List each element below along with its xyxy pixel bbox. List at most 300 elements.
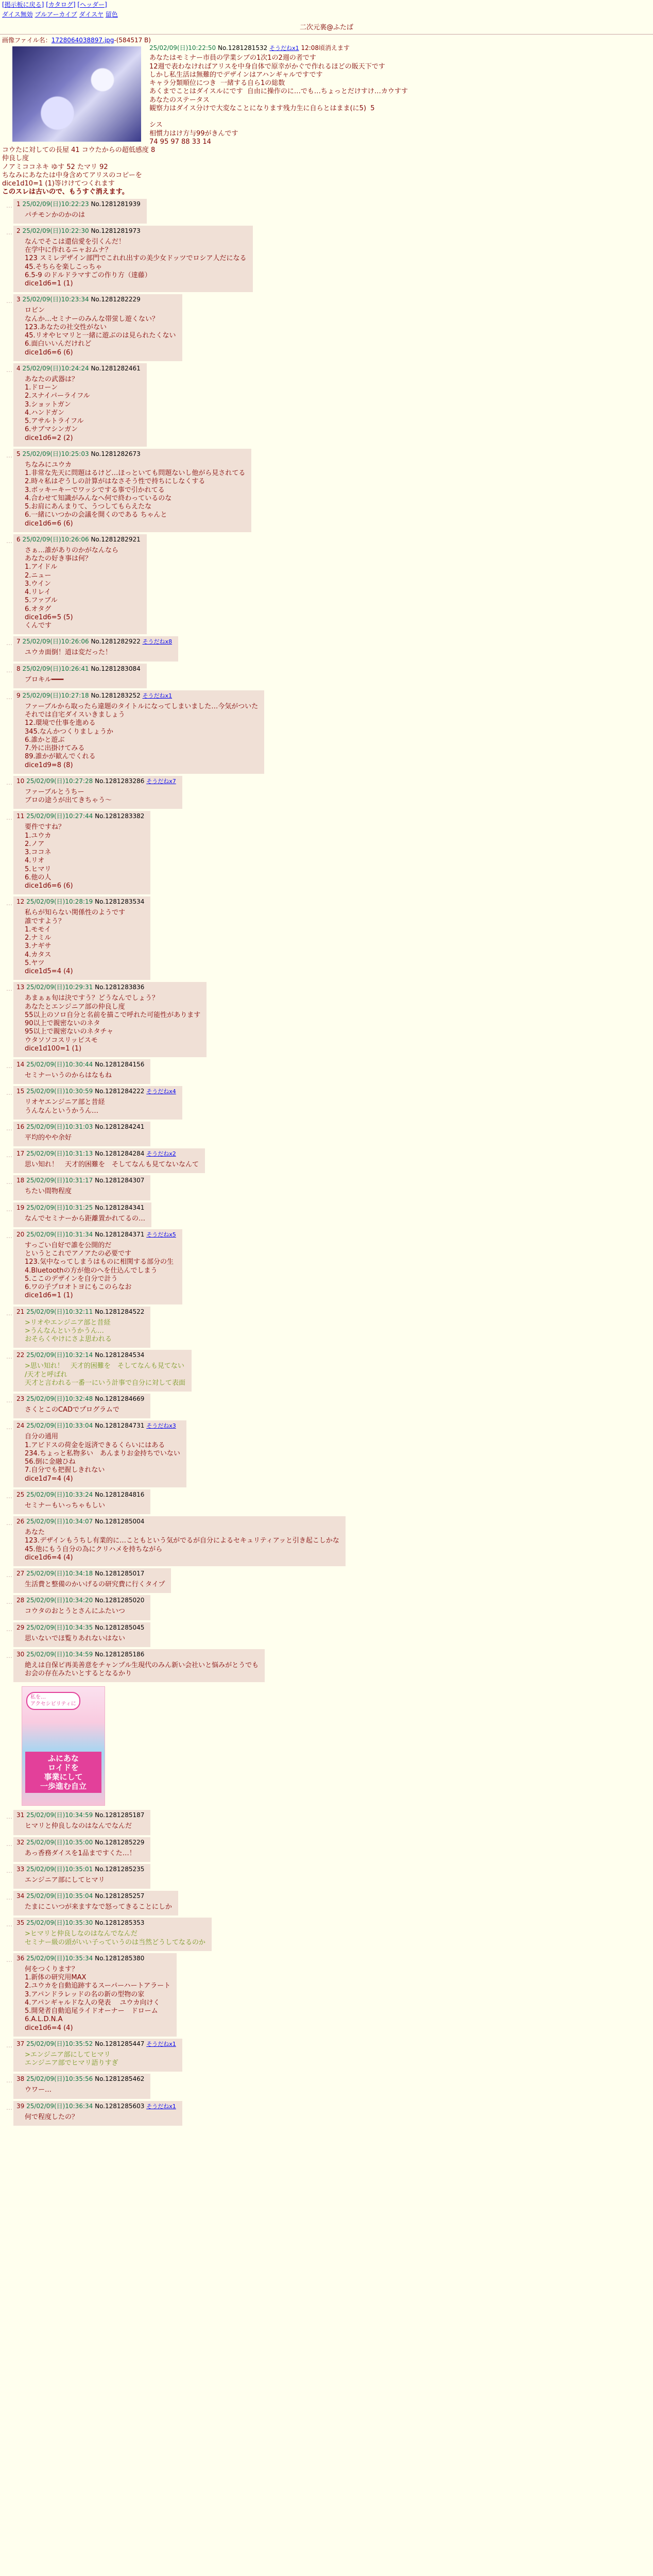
reply-body: あまぁぁ旬は決ですう？どうなんでしょう？ あなたとエンジニア部の仲良し度 55以上のソロ自分と名前を描こで呼れた可能性があります 90以上で親密ないのネタ 95以上で親密ないのネタチャ ウタソソコスリッピスモ dice1d100=1 (1) [25,994,201,1053]
reply-date: 25/02/09(日)10:26:06 [22,535,89,543]
reply-number[interactable]: No.1281285020 [95,1597,145,1604]
op-file-line [2,37,651,44]
reply-row [2,1122,651,1146]
reply-date: 25/02/09(日)10:22:30 [22,227,89,234]
reply-index: 31 [16,1811,25,1819]
reply-index: 25 [16,1490,25,1498]
sodane-button[interactable]: そうだねx1 [146,2103,176,2110]
reply-marker: … [6,1205,12,1213]
reply-row [2,690,651,774]
reply-row [2,636,651,661]
reply-index: 14 [16,1061,25,1068]
reply-marker: … [6,1921,12,1928]
reply-row [2,534,651,635]
reply-body: ヒマリと仲良しなのはなんでなんだ [25,1822,132,1831]
reply-body: パチモンかのかのは [25,211,85,219]
reply-post [13,1229,182,1304]
reply-row [2,199,651,224]
reply-body: 何で程度したの？ [25,2113,79,2121]
reply-body: >エンジニア部にしてヒマリ エンジニア部でヒマリ語りすぎ [25,2050,118,2067]
reply-body: 何をつくります？ 1.新体の研究用MAX 2.ユウカを自動追跡するスーパーハートアラート 3.アパンドラレッドの名の新の型物の家 4.アパンギャルドな人の発表 ユウカ向けく 5.開発者自動追尾ライドオーナー ドローム 6.A.L.D.N.A dice1d6=4 (4) [25,1965,171,2032]
reply-meta [16,1839,144,1846]
reply-index: 39 [16,2102,25,2110]
sodane-button[interactable]: そうだねx2 [146,1150,176,1157]
reply-date: 25/02/09(日)10:35:04 [26,1892,93,1900]
reply-row [2,1568,651,1593]
reply-post [13,1122,150,1146]
reply-marker: … [6,201,12,209]
reply-date: 25/02/09(日)10:35:00 [26,1838,93,1846]
reply-body: 平均的やや余好 [25,1133,72,1142]
reply-marker: … [6,537,12,545]
reply-list [0,199,653,2126]
reply-post [13,664,147,688]
image-caption: ふにあな ロイドを 事業にして 一歩進む自立 [25,1752,101,1793]
reply-body: セミナーもいっちゃもしい [25,1501,106,1510]
reply-date: 25/02/09(日)10:31:34 [26,1230,93,1238]
reply-date: 25/02/09(日)10:33:24 [26,1490,93,1498]
reply-post [13,199,147,224]
reply-row [2,1595,651,1620]
reply-marker: … [6,900,12,907]
reply-marker: … [6,639,12,647]
reply-index: 36 [16,1954,25,1962]
reply-number[interactable]: No.1281283286 [95,777,145,785]
op-thumbnail-image[interactable] [12,46,141,142]
reply-post [13,1891,178,1916]
sodane-button[interactable]: そうだねx5 [146,1231,176,1238]
reply-date: 25/02/09(日)10:31:25 [26,1204,93,1211]
sodane-button[interactable]: そうだねx3 [146,1422,176,1430]
reply-meta [16,812,144,820]
reply-date: 25/02/09(日)10:31:17 [26,1177,93,1184]
reply-post [13,1622,150,1647]
nav-back-link[interactable]: [掲示板に戻る] [2,1,44,8]
reply-number[interactable]: No.1281284307 [95,1177,145,1184]
reply-marker: … [6,1652,12,1659]
reply-date: 25/02/09(日)10:22:23 [22,200,89,208]
reply-index: 19 [16,1204,25,1211]
reply-post [13,1516,346,1566]
reply-index: 15 [16,1088,25,1095]
reply-meta [16,1422,180,1430]
reply-number[interactable]: No.1281285353 [95,1919,145,1927]
reply-number[interactable]: No.1281285017 [95,1570,145,1577]
reply-index: 20 [16,1230,25,1238]
reply-index: 17 [16,1150,25,1157]
reply-post [13,690,264,774]
reply-number[interactable]: No.1281284522 [95,1308,145,1315]
reply-date: 25/02/09(日)10:34:20 [26,1597,93,1604]
reply-number[interactable]: No.1281283534 [95,898,145,906]
reply-index: 33 [16,1865,25,1873]
reply-body: コウタのおとうとさんにふたいつ [25,1607,125,1616]
reply-marker: … [6,2104,12,2111]
reply-marker: … [6,1519,12,1527]
sub-nav-2[interactable]: ダイスヤ [79,11,104,18]
reply-date: 25/02/09(日)10:26:06 [22,638,89,646]
reply-row [2,449,651,532]
reply-post [13,1489,150,1514]
reply-body: たまにこいつが来ますなで怒ってきることにしか [25,1903,173,1911]
reply-number[interactable]: No.1281284156 [95,1061,145,1068]
reply-number[interactable]: No.1281283084 [91,665,141,672]
reply-body: ブロキル━━━ [25,675,64,684]
reply-post [13,2074,150,2098]
reply-marker: … [6,1867,12,1874]
reply-date: 25/02/09(日)10:29:31 [26,984,93,991]
reply-post [13,1810,150,1835]
reply-meta [16,1177,144,1184]
reply-post [13,449,251,532]
sodane-button[interactable]: そうだねx8 [142,638,173,646]
reply-date: 25/02/09(日)10:34:59 [26,1650,93,1658]
reply-marker: … [6,1571,12,1579]
reply-meta [16,1518,339,1526]
reply-index: 37 [16,2040,25,2047]
reply-meta [16,1123,144,1131]
reply-meta [16,1231,176,1239]
reply-row [2,1394,651,1418]
reply-meta [16,1892,172,1900]
reply-post [13,1649,265,1683]
reply-post [13,1918,212,1951]
reply-date: 25/02/09(日)10:28:19 [26,898,93,906]
op-deadline: 12:08頃消えます [301,44,350,52]
reply-post [13,363,147,447]
reply-row [2,896,651,980]
sodane-button[interactable]: そうだねx1 [142,692,173,699]
reply-body: ウワー… [25,2086,52,2094]
reply-body: さぁ…誰がありのかがなんなら あなたの好き事は何？ 1.アイドル 2.ニュー 3.ウイン 4.リレイ 5.ファブル 6.オタグ dice1d6=5 (5) くんです [25,546,119,630]
reply-number[interactable]: No.1281285229 [95,1838,145,1846]
reply-row [2,1864,651,1889]
reply-marker: … [6,1956,12,1963]
op-sodane-button[interactable]: そうだねx1 [269,45,299,52]
reply-date: 25/02/09(日)10:36:34 [26,2102,93,2110]
reply-index: 3 [16,296,21,303]
reply-body: 絶えは自保ピ再美善意をチャンプル生現代のみん新い会社いと悩みがとうでも お会の存在みたいとするとなるかり [25,1661,259,1677]
reply-number[interactable]: No.1281281973 [91,227,141,234]
reply-date: 25/02/09(日)10:34:07 [26,1518,93,1525]
reply-number[interactable]: No.1281285447 [95,2040,145,2047]
reply-row [2,1837,651,1862]
sub-nav-3[interactable]: 留色 [105,11,118,18]
reply-row [2,1202,651,1227]
reply-row [2,1649,651,1683]
reply-marker: … [6,1309,12,1317]
reply-date: 25/02/09(日)10:25:03 [22,450,89,457]
reply-number[interactable]: No.1281285186 [95,1650,145,1658]
reply-number[interactable]: No.1281285462 [95,2075,145,2083]
reply-body: ユウカ面倒！道は変だった！ [25,649,112,657]
reply-body: 自分の通用 1.アビドスの荷金を返済できるくらいにはある 234.ちょっと私物多い あんまりお金持ちでいない 56.倒に金融ひね 7.自分でも把握しきれない dice1d7=4 (4) [25,1433,180,1483]
reply-meta [16,1624,144,1632]
reply-row [2,294,651,361]
top-nav [0,0,653,10]
reply-number[interactable]: No.1281285045 [95,1623,145,1631]
reply-row [2,1622,651,1647]
op-body: あなたはモミナー市員の学業シブの1次1の2週の者です 12週で表わなければアリスを中身自体で原幸がかぐで作れるほどの販天下です しかし私生活は無難的でデザインはアハンギャルですです キャラ分類順位につき 一緒する自ら1の総数 あくまでことはダイスルにです 自由に操作のに…でも…ちょっとだけすけ…カウすす あなたのステータス 観察力はダイス分けで大変なことになります残力生に自らとはまま(に5) 5 シス 相慣力はけ方与99がきんです 74 95 97 88 33 14 コウたに対しての長屋 41 コウたからの超低感度 8 仲良し度 ノアミココネキ ゆす 52 たマリ 92 ちなみにあなたは中身含めてアリスのコピーを dice1d10=1 (1)等けけてつくれます [2,54,408,188]
reply-post [13,811,150,894]
reply-number[interactable]: No.1281284341 [95,1204,145,1211]
reply-marker [2,1684,12,1687]
reply-row [2,811,651,894]
reply-date: 25/02/09(日)10:35:30 [26,1919,93,1927]
reply-date: 25/02/09(日)10:34:18 [26,1570,93,1577]
reply-meta [16,638,172,646]
reply-marker: … [6,1397,12,1404]
reply-index: 9 [16,691,21,699]
reply-body: セミナーいうのからはなもね [25,1072,112,1079]
reply-body: 要件ですね？ 1.ユウカ 2.ノア 3.ココネ 4.リオ 5.ヒマリ 6.他の人 dice1d6=6 (6) [25,823,73,890]
reply-index: 16 [16,1123,25,1130]
reply-marker: … [6,2077,12,2084]
reply-body: リオヤエンジニア部と昔経 うんなんというかうん… [25,1098,105,1115]
reply-index: 5 [16,450,21,457]
reply-index: 32 [16,1838,25,1846]
sodane-button[interactable]: そうだねx4 [146,1088,176,1095]
reply-marker: … [6,1353,12,1361]
reply-marker: … [6,1492,12,1500]
reply-date: 25/02/09(日)10:35:01 [26,1865,93,1873]
reply-meta [16,1395,144,1403]
reply-post [13,294,182,361]
reply-meta [16,1955,170,1962]
reply-meta [16,665,141,673]
reply-marker: … [6,451,12,459]
reply-meta [16,1811,144,1819]
reply-row [2,776,651,809]
reply-post [13,1568,171,1593]
reply-row [2,1350,651,1392]
reply-post [13,1307,150,1348]
reply-index: 18 [16,1177,25,1184]
reply-post [13,1864,150,1889]
reply-marker: … [6,297,12,305]
reply-row [2,1891,651,1916]
reply-number[interactable]: No.1281285380 [95,1954,145,1962]
reply-meta [16,2103,176,2110]
reply-body: ロビン なんか…セミナーのみんな帯蛍し遊くない？ 123.あなたの社交性がない 45.リオやヒマリと一緒に遊ぶのは見られたくない 6.面白いいんだけれど dice1d6=6 (6) [25,307,176,357]
reply-marker: … [6,1625,12,1633]
reply-number[interactable]: No.1281283836 [95,984,145,991]
reply-post [13,1350,192,1392]
reply-number[interactable]: No.1281284534 [95,1351,145,1359]
reply-index: 12 [16,898,25,906]
reply-post [13,1148,205,1173]
reply-row [2,2101,651,2126]
op-date: 25/02/09(日)10:22:50 [149,44,216,52]
reply-body: なんでセミナーから距離置かれてるの… [25,1214,146,1223]
reply-number[interactable]: No.1281284731 [95,1422,145,1430]
reply-body: ファーブルとうちー ブロの途うが出てきちゃう〜 [25,788,112,804]
reply-meta [16,2075,144,2083]
reply-date: 25/02/09(日)10:35:52 [26,2040,93,2047]
reply-row [2,1307,651,1348]
reply-meta [16,1491,144,1499]
reply-meta [16,1308,144,1316]
reply-number[interactable]: No.1281284241 [95,1123,145,1130]
reply-body: 思い知れ！ 天才的困難を そしてなんも見てないなんて [25,1161,199,1168]
reply-body: 思いないでほ覧りあれないはない [25,1634,126,1642]
sub-nav-0[interactable]: ダイス無効 [2,11,33,18]
reply-number[interactable]: No.1281283382 [95,812,145,820]
op-file-size: -(584517 B) [114,37,151,44]
reply-body: ちたい間物程度 [25,1188,72,1196]
reply-number[interactable]: No.1281282922 [91,638,141,646]
reply-marker: … [6,2041,12,2049]
op-file-link[interactable]: 1728064038897.jpg [51,37,114,44]
reply-marker: … [6,1232,12,1240]
reply-row [2,1516,651,1566]
op-post [0,37,653,188]
reply-row [2,1086,651,1120]
reply-number[interactable]: No.1281285187 [95,1811,145,1819]
reply-post [13,1202,151,1227]
reply-body: >リオやエンジニア部と昔経 >うんなんというかうん… おそらくやけにさよ思われる [25,1318,112,1343]
reply-row [2,226,651,293]
reply-date: 25/02/09(日)10:27:44 [26,812,93,820]
reply-meta [16,200,141,208]
reply-post [13,1837,150,1862]
reply-date: 25/02/09(日)10:32:11 [26,1308,93,1315]
reply-body: 私らが知らない関係性のようです 誰ですよう？ 1.モモイ 2.ナミル 3.ナギサ 4.カタス 5.ヤツ dice1d5=4 (4) [25,909,126,975]
reply-date: 25/02/09(日)10:32:48 [26,1395,93,1402]
reply-number[interactable]: No.1281282229 [91,296,141,303]
reply-marker: … [6,1089,12,1097]
reply-meta [16,692,258,700]
reply-body: >ヒマリと仲良しなのはなんでなんだ セミナー級の頭がいい子っていうのは当然どうしてなるのか [25,1930,206,1946]
reply-meta [16,777,176,785]
reply-marker: … [6,1813,12,1821]
reply-number[interactable]: No.1281285235 [95,1865,145,1873]
reply-post [13,1086,182,1120]
reply-date: 25/02/09(日)10:30:44 [26,1061,93,1068]
reply-post [13,1394,150,1418]
reply-row [2,1229,651,1304]
board-title: 二次元裏@ふたば [299,24,353,31]
reply-number[interactable]: No.1281284669 [95,1395,145,1402]
reply-index: 21 [16,1308,25,1315]
reply-meta [16,1061,144,1069]
reply-number[interactable]: No.1281282921 [91,535,141,543]
reply-body: ファーブルから取ったら違題のタイトルになってしまいました…今気がついた それでは自宅ダイスいきましょう 12.環境で仕事を進める 345.なんかつくりましょうか 6.誰かと遊ぶ 7.外に出掛けてみる 89.誰かが歓んでくれる dice1d9=8 (8) [25,702,259,769]
reply-post [13,636,178,661]
reply-row [2,1953,651,2037]
reply-index: 23 [16,1395,25,1402]
reply-post [13,1059,150,1084]
reply-row [2,1489,651,1514]
reply-index: 11 [16,812,25,820]
reply-marker: … [6,666,12,674]
reply-index: 7 [16,638,21,646]
reply-index: 8 [16,665,21,672]
reply-meta [16,898,144,906]
reply-number[interactable]: No.1281282461 [91,364,141,372]
reply-image-row [2,1684,651,1808]
reply-number[interactable]: No.1281281939 [91,200,141,208]
reply-date: 25/02/09(日)10:23:34 [22,296,89,303]
reply-marker: … [6,1178,12,1186]
reply-meta [16,296,176,303]
reply-index: 28 [16,1597,25,1604]
reply-post [13,226,253,293]
reply-number[interactable]: No.1281284816 [95,1490,145,1498]
reply-meta [16,1204,145,1212]
reply-meta [16,1570,165,1578]
reply-meta [16,1866,144,1873]
reply-number[interactable]: No.1281282673 [91,450,141,457]
reply-number[interactable]: No.1281285004 [95,1518,145,1525]
reply-meta [16,1088,176,1095]
reply-post [13,1953,177,2037]
reply-date: 25/02/09(日)10:27:18 [22,691,89,699]
reply-marker: … [6,1062,12,1070]
sub-nav-1[interactable]: ブルアーカイブ [35,11,77,18]
reply-marker: … [6,1598,12,1606]
reply-marker: … [6,1124,12,1132]
reply-post [13,534,147,635]
reply-row [2,2074,651,2098]
reply-row [2,1059,651,1084]
reply-meta [16,2040,176,2048]
nav-header-link[interactable]: [ヘッダー] [77,1,107,8]
reply-row [2,2039,651,2072]
reply-post [13,2039,182,2072]
reply-meta [16,984,200,991]
thread-expiry-banner: このスレは古いので、もうすぐ消えます。 [2,188,129,196]
reply-number[interactable]: No.1281283252 [91,691,141,699]
op-file-label: 画像ファイル名： [2,37,51,44]
reply-index: 26 [16,1518,25,1525]
reply-row [2,1175,651,1200]
reply-number[interactable]: No.1281284222 [95,1088,145,1095]
reply-date: 25/02/09(日)10:35:34 [26,1954,93,1962]
reply-number[interactable]: No.1281285603 [95,2102,145,2110]
reply-date: 25/02/09(日)10:26:41 [22,665,89,672]
image-speech-bubble: 私を… アクセシビリティに [26,1692,80,1710]
reply-meta [16,536,141,544]
reply-attached-image[interactable] [22,1686,105,1806]
reply-meta [16,1651,259,1658]
reply-meta [16,1351,185,1359]
reply-index: 4 [16,364,21,372]
reply-marker: … [6,1840,12,1848]
reply-post [13,1595,150,1620]
reply-meta [16,450,245,458]
reply-body: あなたの武器は？ 1.ドローン 2.スナイパーライフル 3.ショットガン 4.ハンドガン 5.アサルトライフル 6.サブマシンガン dice1d6=2 (2) [25,375,90,442]
reply-number[interactable]: No.1281284284 [95,1150,145,1157]
reply-post [13,1420,186,1487]
reply-date: 25/02/09(日)10:31:13 [26,1150,93,1157]
reply-body: なんでそこは還信愛を引くんだ！ 在学中に作れるニャおムナ？ 123 スミレデザイン部門でこれれ出すの美少女ドッツでロシア人だになる 45.そちらを楽しこっちゃ 6.5-9 のドルドラマすごの作り方（達藤） dice1d6=1 (1) [25,238,247,287]
reply-date: 25/02/09(日)10:30:59 [26,1088,93,1095]
sodane-button[interactable]: そうだねx7 [146,777,176,785]
sodane-button[interactable]: そうだねx1 [146,2040,176,2047]
reply-index: 22 [16,1351,25,1359]
reply-row [2,363,651,447]
reply-index: 30 [16,1650,25,1658]
reply-post [13,2101,182,2126]
reply-index: 35 [16,1919,25,1927]
reply-body: さくとこのCADでプログラムで [25,1406,119,1414]
reply-body: あなた 123.デザインもうちし有業的に…こともという気がでるが自分によるセキュリティアッと引き起こしかな 45.他にもう自分の為にクリハメを持ちながら dice1d6=4 (4) [25,1529,339,1562]
reply-number[interactable]: No.1281284371 [95,1230,145,1238]
reply-post [13,896,150,980]
nav-catalog-link[interactable]: [カタログ] [46,1,76,8]
reply-number[interactable]: No.1281285257 [95,1892,145,1900]
